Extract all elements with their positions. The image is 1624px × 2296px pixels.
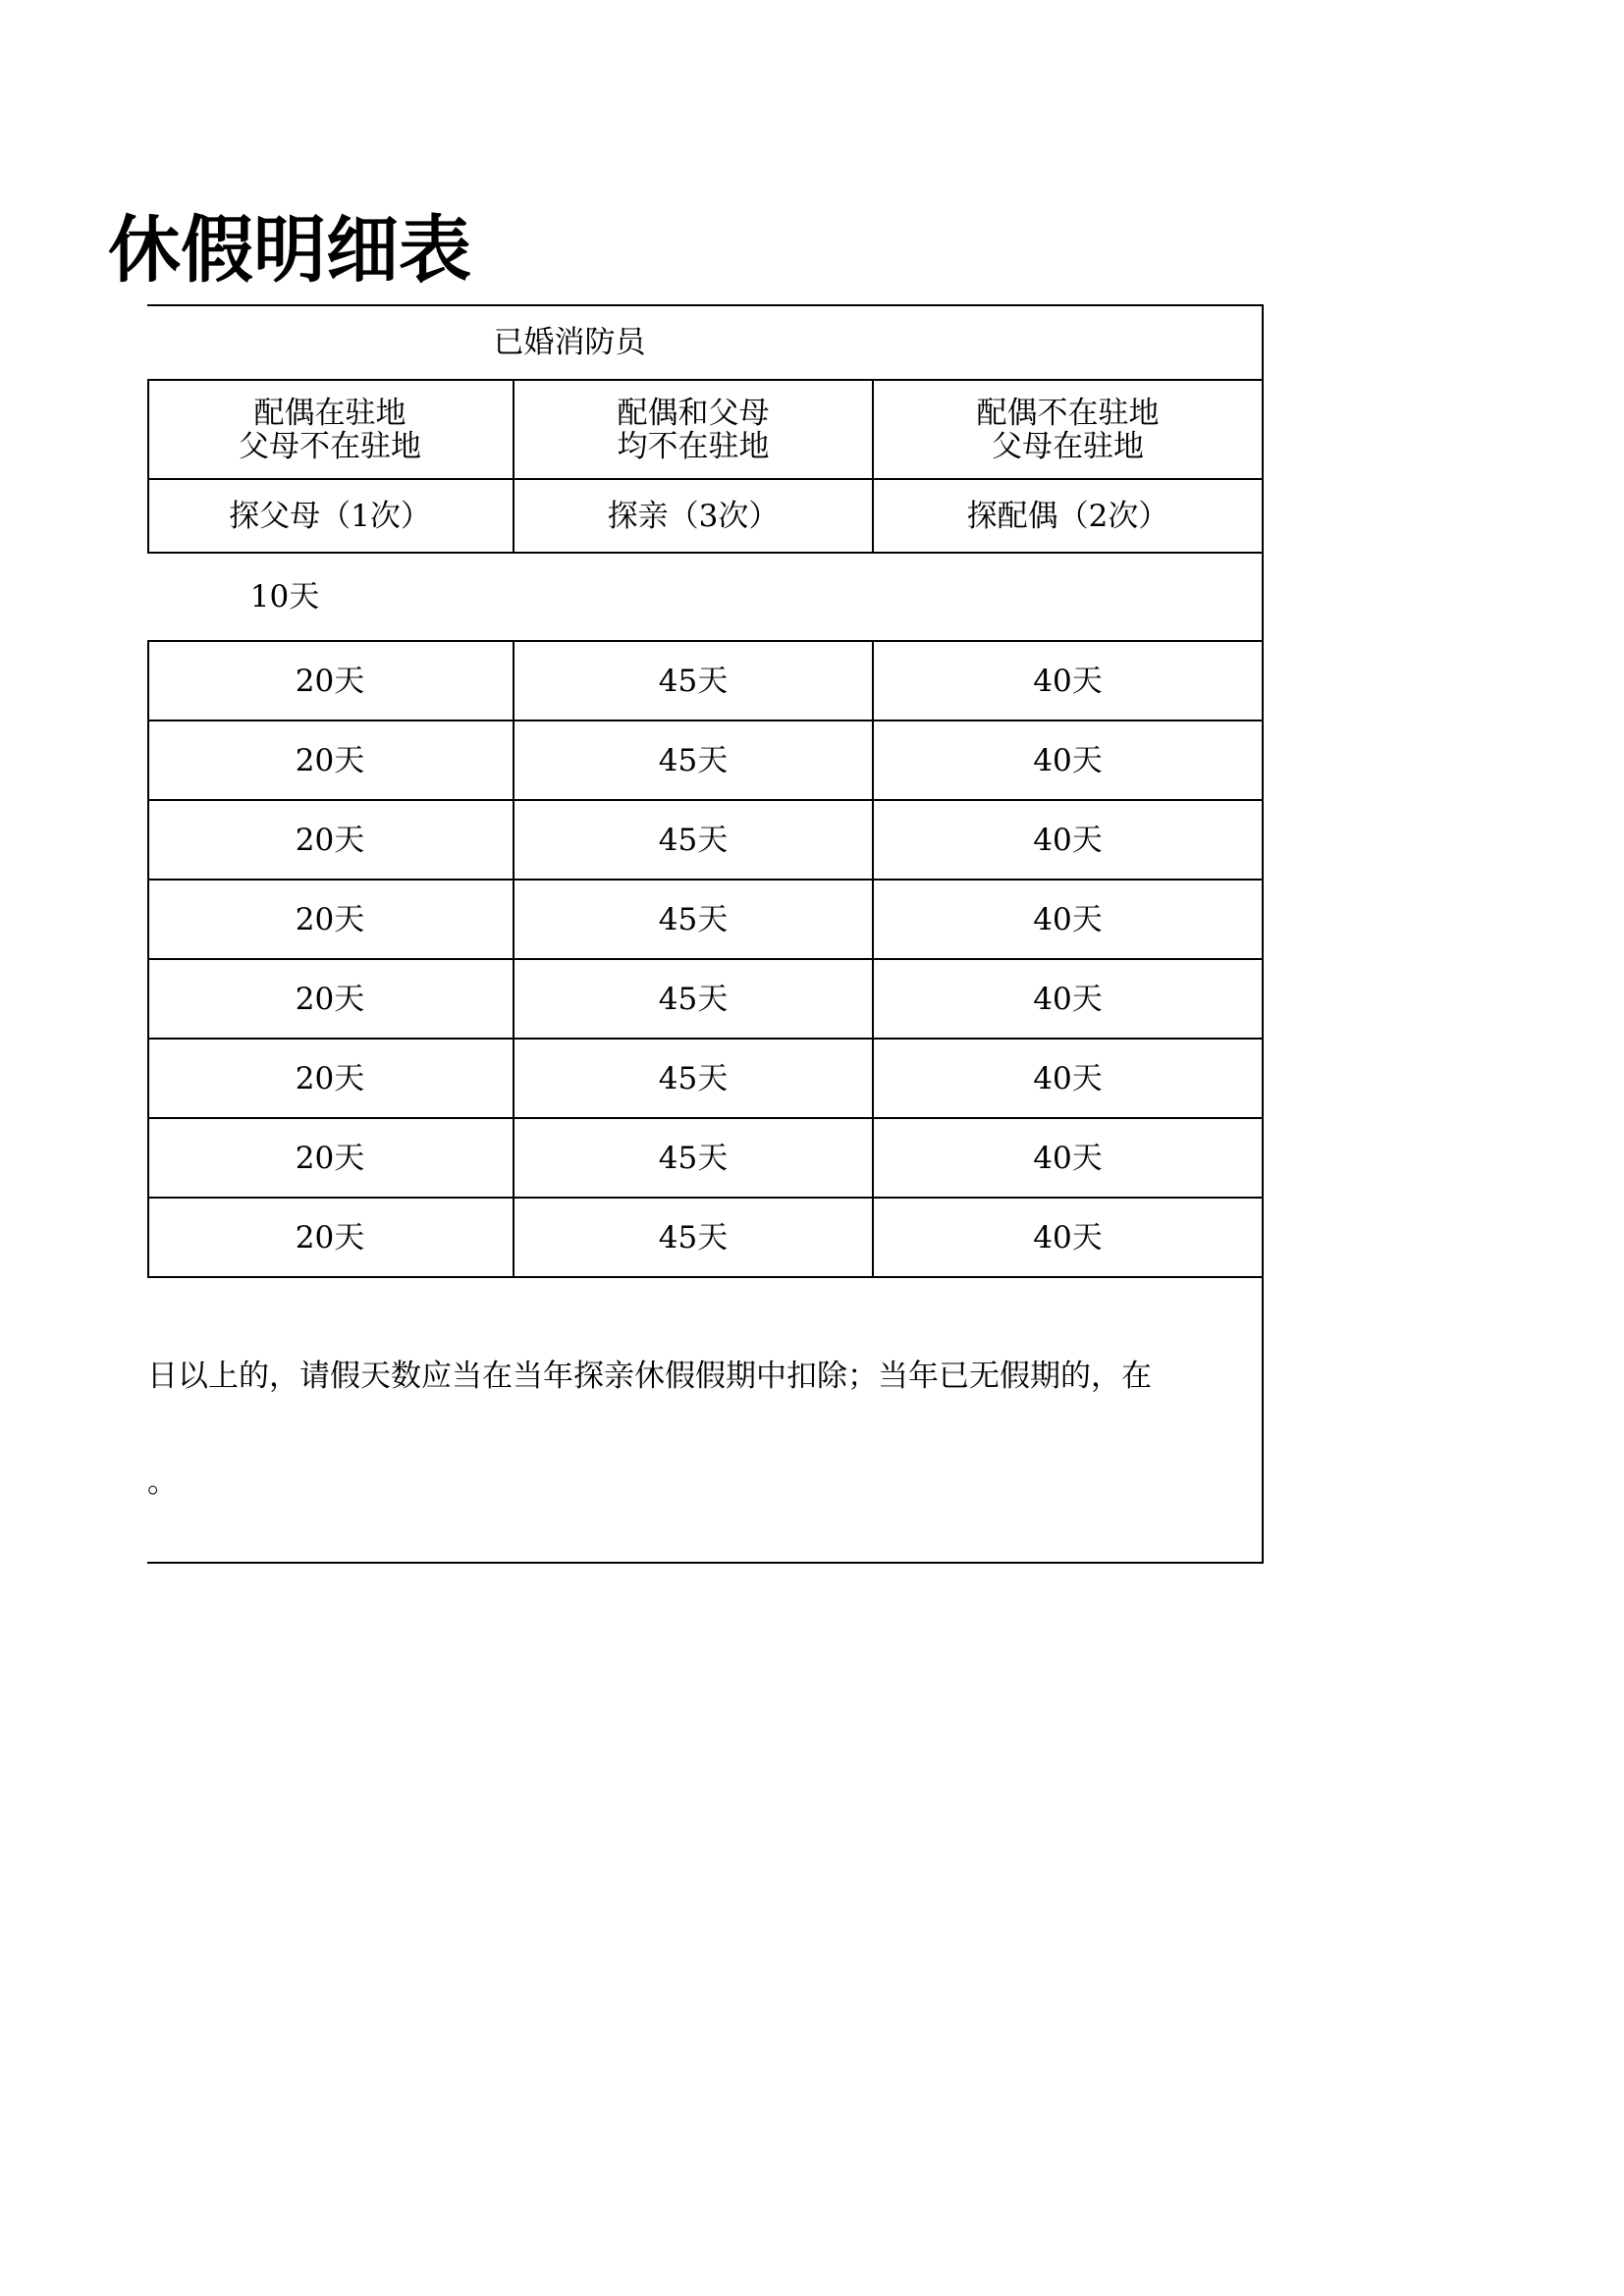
visit-type-header: 探父母（1次）: [229, 498, 431, 534]
note-line-1: 日以上的，请假天数应当在当年探亲休假假期中扣除；当年已无假期的，在: [147, 1359, 1152, 1394]
table-cell: 40天: [1033, 1060, 1103, 1096]
table-cell: 45天: [658, 1060, 729, 1096]
visit-type-header: 探配偶（2次）: [966, 498, 1169, 534]
table-cell: 45天: [658, 1140, 729, 1176]
rule: [147, 1276, 1262, 1278]
table-cell: 20天: [295, 742, 365, 778]
table-cell: 45天: [658, 901, 729, 937]
table-cell: 20天: [295, 981, 365, 1017]
table-cell: 45天: [658, 742, 729, 778]
table-cell: 20天: [295, 822, 365, 858]
note-line-2: 。: [147, 1465, 178, 1500]
table-cell: 45天: [658, 1219, 729, 1255]
table-cell: 20天: [295, 1219, 365, 1255]
condition-header: 配偶在驻地 父母不在驻地: [239, 395, 421, 464]
table-cell: 40天: [1033, 981, 1103, 1017]
base-days: 10天: [249, 579, 320, 614]
page-title: 休假明细表: [108, 208, 471, 293]
condition-header: 配偶不在驻地 父母在驻地: [976, 395, 1160, 464]
table-cell: 20天: [295, 1060, 365, 1096]
table-cell: 20天: [295, 663, 365, 699]
table-cell: 40天: [1033, 1140, 1103, 1176]
table-cell: 40天: [1033, 1219, 1103, 1255]
group-header: 已婚消防员: [493, 325, 646, 360]
table-cell: 45天: [658, 822, 729, 858]
table-cell: 20天: [295, 901, 365, 937]
visit-type-header: 探亲（3次）: [607, 498, 780, 534]
leave-table: [147, 304, 1264, 1564]
table-cell: 40天: [1033, 663, 1103, 699]
table-cell: 45天: [658, 663, 729, 699]
table-cell: 40天: [1033, 822, 1103, 858]
condition-header: 配偶和父母 均不在驻地: [617, 395, 770, 464]
table-cell: 20天: [295, 1140, 365, 1176]
table-cell: 40天: [1033, 742, 1103, 778]
table-cell: 45天: [658, 981, 729, 1017]
table-cell: 40天: [1033, 901, 1103, 937]
